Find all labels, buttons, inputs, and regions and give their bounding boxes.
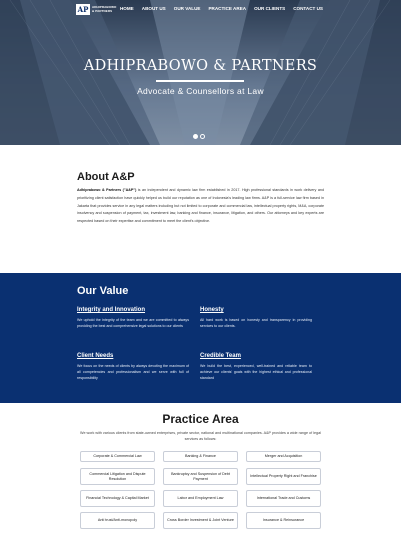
nav-item-our-value[interactable]: OUR VALUE <box>173 6 201 11</box>
value-card-text: We focus on the needs of clients by always devoting the maximum of all competencies and professionalism and we serve with full of responsibility <box>77 364 189 380</box>
value-heading: Our Value <box>77 285 129 297</box>
slider-dot-2[interactable] <box>200 134 205 139</box>
nav-item-practice-area[interactable]: PRACTICE AREA <box>208 6 247 11</box>
value-card-integrity <box>77 307 189 329</box>
nav-menu <box>120 6 323 11</box>
hero-divider <box>156 80 244 82</box>
practice-item-corporate[interactable]: Corporate & Commercial Law <box>80 451 155 462</box>
value-card-text: We build the best, experienced, well-trained and reliable team to achieve our clients' goals with the highest ethical and professional standard <box>200 364 312 380</box>
practice-item-merger[interactable]: Merger and Acquisition <box>246 451 321 462</box>
nav-item-home[interactable]: HOME <box>119 6 134 11</box>
about-body: is an independent and dynamic law firm established in 2017. High professional standards in work delivery and prioritizing client satisfaction have quickly helped us build our reputation as one of Indonesia's leading law firms. A&P is a full-service law firm based in Jakarta that provides service in any legal matters including but not limited to corporate and commercial law, intellectual property rights, M&A, corporate insolvency and suspension of payment, tax, investment law, banking and finance, insurance, litigation, and others. Our attorneys and key experts are respected based on their expertise and commitment to meet the client's objective. <box>77 188 324 224</box>
practice-item-trade[interactable]: International Trade and Customs <box>246 490 321 507</box>
nav-item-contact-us[interactable]: CONTACT US <box>293 6 323 11</box>
value-card-title: Integrity and Innovation <box>77 307 146 313</box>
value-card-honesty <box>200 307 312 329</box>
practice-item-labor[interactable]: Labor and Employment Law <box>163 490 238 507</box>
practice-item-ip[interactable]: Intellectual Property Right and Franchise <box>246 468 321 485</box>
value-card-credible-team <box>200 353 312 381</box>
value-card-client-needs <box>77 353 189 381</box>
logo[interactable] <box>76 4 116 15</box>
value-card-title: Honesty <box>200 307 224 313</box>
about-section <box>0 145 401 273</box>
practice-item-litigation[interactable]: Commercial Litigation and Dispute Resolution <box>80 468 155 485</box>
logo-wordmark <box>92 6 116 13</box>
practice-item-fintech[interactable]: Financial Technology & Capital Market <box>80 490 155 507</box>
hero-subtitle: Advocate & Counsellors at Law <box>137 86 264 96</box>
value-card-text: All hard work is based on honesty and transparency in providing services to our clients. <box>200 318 312 328</box>
practice-item-banking[interactable]: Banking & Finance <box>163 451 238 462</box>
logo-line-2: & PARTNERS <box>92 8 113 13</box>
practice-item-antitrust[interactable]: Anti trust/Anti-monopoly <box>80 512 155 529</box>
slider-dot-1[interactable] <box>193 134 198 139</box>
practice-intro: We work with various clients from state-owned enterprises, private sector, national and multinational companies. A&P provides a wide range of legal services as follows: <box>80 431 321 441</box>
about-lead: Adhiprabowo & Partners ("A&P") <box>77 188 137 192</box>
about-text <box>77 187 324 226</box>
value-card-text: We uphold the integrity of the team and we are committed to always providing the best and comprehensive legal solutions to our clients <box>77 318 189 328</box>
nav-item-about-us[interactable]: ABOUT US <box>141 6 166 11</box>
practice-area-section <box>0 403 401 534</box>
hero-slider <box>0 0 401 145</box>
hero-title: ADHIPRABOWO & PARTNERS <box>83 58 318 74</box>
value-card-title: Client Needs <box>77 353 114 359</box>
logo-line-1: ADHIPRABOWO <box>92 5 117 10</box>
practice-heading: Practice Area <box>162 412 239 426</box>
nav-item-our-clients[interactable]: OUR CLIENTS <box>254 6 286 11</box>
practice-item-cross-border[interactable]: Cross Border Investment & Joint Venture <box>163 512 238 529</box>
value-card-title: Credible Team <box>200 353 241 359</box>
practice-item-insurance[interactable]: Insurance & Reinsurance <box>246 512 321 529</box>
our-value-section <box>0 273 401 403</box>
logo-mark-icon: AP <box>77 5 89 14</box>
top-navbar <box>0 0 401 20</box>
about-heading: About A&P <box>77 171 135 183</box>
slider-dots <box>193 134 205 139</box>
practice-item-bankruptcy[interactable]: Bankruptcy and Suspension of Debt Payment <box>163 468 238 485</box>
